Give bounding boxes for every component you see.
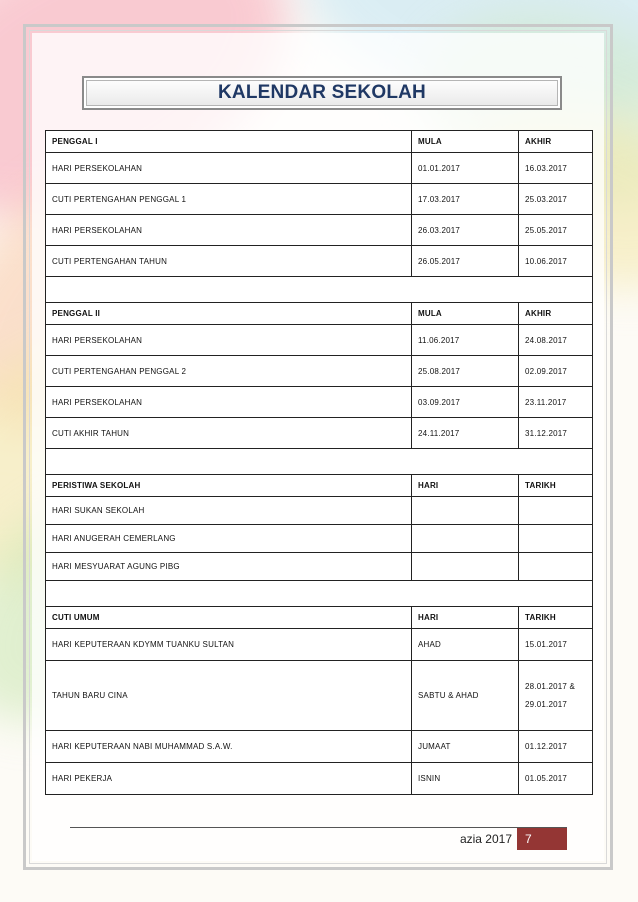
holiday-cell: TAHUN BARU CINA	[46, 661, 412, 731]
start-date-cell: 01.01.2017	[412, 153, 519, 184]
header-cell: PENGGAL I	[46, 131, 412, 153]
day-cell: AHAD	[412, 629, 519, 661]
start-date-cell: 24.11.2017	[412, 418, 519, 449]
page-title: KALENDAR SEKOLAH	[218, 82, 426, 103]
header-cell: TARIKH	[519, 475, 593, 497]
header-cell: HARI	[412, 607, 519, 629]
table-header-row	[46, 607, 593, 629]
date-line-1: 28.01.2017 &	[525, 681, 575, 691]
table-row	[46, 553, 593, 581]
table-header-row	[46, 303, 593, 325]
item-cell: CUTI PERTENGAHAN TAHUN	[46, 246, 412, 277]
day-cell	[412, 553, 519, 581]
date-cell: 15.01.2017	[519, 629, 593, 661]
date-cell: 01.05.2017	[519, 763, 593, 795]
start-date-cell: 03.09.2017	[412, 387, 519, 418]
end-date-cell: 10.06.2017	[519, 246, 593, 277]
table-row	[46, 325, 593, 356]
end-date-cell: 23.11.2017	[519, 387, 593, 418]
date-cell	[519, 525, 593, 553]
footer-text: azia 2017	[459, 832, 512, 846]
header-cell: PERISTIWA SEKOLAH	[46, 475, 412, 497]
page-number-badge: 7	[517, 828, 567, 850]
table-row	[46, 215, 593, 246]
end-date-cell: 02.09.2017	[519, 356, 593, 387]
day-cell: JUMAAT	[412, 731, 519, 763]
spacer-row	[46, 449, 593, 475]
item-cell: HARI PERSEKOLAHAN	[46, 387, 412, 418]
start-date-cell: 17.03.2017	[412, 184, 519, 215]
holiday-cell: HARI KEPUTERAAN NABI MUHAMMAD S.A.W.	[46, 731, 412, 763]
table-row	[46, 356, 593, 387]
end-date-cell: 31.12.2017	[519, 418, 593, 449]
date-cell: 01.12.2017	[519, 731, 593, 763]
table-row	[46, 525, 593, 553]
item-cell: CUTI PERTENGAHAN PENGGAL 2	[46, 356, 412, 387]
item-cell: CUTI PERTENGAHAN PENGGAL 1	[46, 184, 412, 215]
item-cell: HARI PERSEKOLAHAN	[46, 325, 412, 356]
spacer-cell	[46, 581, 593, 607]
table-row	[46, 153, 593, 184]
table-row	[46, 763, 593, 795]
table-header-row	[46, 131, 593, 153]
spacer-cell	[46, 277, 593, 303]
spacer-cell	[46, 449, 593, 475]
table-row	[46, 418, 593, 449]
day-cell	[412, 497, 519, 525]
date-cell	[519, 553, 593, 581]
end-date-cell: 25.03.2017	[519, 184, 593, 215]
header-cell: HARI	[412, 475, 519, 497]
end-date-cell: 25.05.2017	[519, 215, 593, 246]
header-cell: TARIKH	[519, 607, 593, 629]
date-cell	[519, 497, 593, 525]
event-cell: HARI SUKAN SEKOLAH	[46, 497, 412, 525]
end-date-cell: 24.08.2017	[519, 325, 593, 356]
spacer-row	[46, 581, 593, 607]
holiday-cell: HARI PEKERJA	[46, 763, 412, 795]
table-row	[46, 246, 593, 277]
event-cell: HARI MESYUARAT AGUNG PIBG	[46, 553, 412, 581]
item-cell: HARI PERSEKOLAHAN	[46, 153, 412, 184]
table-row	[46, 387, 593, 418]
header-cell: MULA	[412, 131, 519, 153]
calendar-table	[45, 130, 593, 795]
table-row	[46, 661, 593, 731]
day-cell: SABTU & AHAD	[412, 661, 519, 731]
table-row	[46, 629, 593, 661]
header-cell: PENGGAL II	[46, 303, 412, 325]
date-line-2: 29.01.2017	[525, 699, 568, 709]
date-cell	[519, 661, 593, 731]
spacer-row	[46, 277, 593, 303]
start-date-cell: 25.08.2017	[412, 356, 519, 387]
start-date-cell: 26.03.2017	[412, 215, 519, 246]
item-cell: HARI PERSEKOLAHAN	[46, 215, 412, 246]
header-cell: CUTI UMUM	[46, 607, 412, 629]
header-cell: MULA	[412, 303, 519, 325]
start-date-cell: 11.06.2017	[412, 325, 519, 356]
end-date-cell: 16.03.2017	[519, 153, 593, 184]
header-cell: AKHIR	[519, 303, 593, 325]
holiday-cell: HARI KEPUTERAAN KDYMM TUANKU SULTAN	[46, 629, 412, 661]
table-row	[46, 497, 593, 525]
day-cell	[412, 525, 519, 553]
title-banner	[82, 76, 562, 110]
table-row	[46, 184, 593, 215]
start-date-cell: 26.05.2017	[412, 246, 519, 277]
event-cell: HARI ANUGERAH CEMERLANG	[46, 525, 412, 553]
day-cell: ISNIN	[412, 763, 519, 795]
table-row	[46, 731, 593, 763]
header-cell: AKHIR	[519, 131, 593, 153]
item-cell: CUTI AKHIR TAHUN	[46, 418, 412, 449]
table-header-row	[46, 475, 593, 497]
